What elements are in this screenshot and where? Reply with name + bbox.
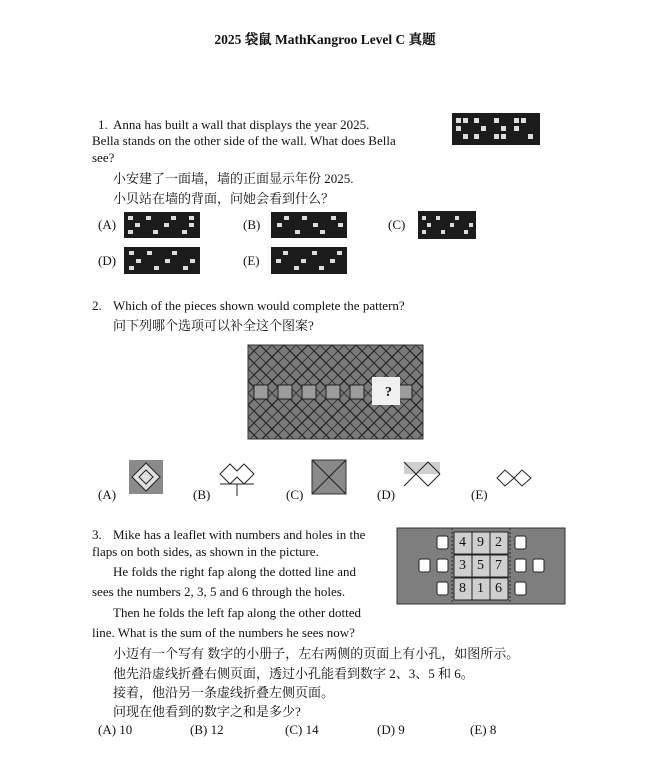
q2-option-b-image[interactable] [220,462,254,496]
q1-en-line2: Bella stands on the other side of the wall. What does Bella [92,133,396,148]
q3-en-line3: He folds the right fap along the dotted line and [113,564,356,579]
q1-option-c-label[interactable]: (C) [388,217,406,232]
q2-option-e-label[interactable]: (E) [471,487,488,502]
q1-wall-image [452,113,540,145]
q3-zh-line2: 他先沿虚线折叠右侧页面，透过小孔能看到数字 2、3、5 和 6。 [113,666,474,681]
q3-en-line5: Then he folds the left fap along the other dotted [113,605,362,620]
q2-option-e-image[interactable] [497,468,531,488]
q3-en-line2: flaps on both sides, as shown in the picture. [92,544,319,559]
q2-option-c-image[interactable] [312,460,346,494]
page-title: 2025 袋鼠 MathKangroo Level C 真题 [214,32,436,47]
q3-option-d[interactable]: (D) 9 [377,722,405,737]
q1-en-line1: Anna has built a wall that displays the year 2025. [113,117,370,132]
q3-en-line1: Mike has a leaflet with numbers and holes in the [113,527,366,542]
q3-grid-cell: 8 [459,581,466,596]
q2-option-d-label[interactable]: (D) [377,487,396,502]
q2-en-line1: Which of the pieces shown would complete the pattern? [113,298,405,313]
q3-grid-cell: 4 [459,535,466,550]
q1-zh-line2: 小贝站在墙的背面，问她会看到什么？ [113,191,335,206]
q1-option-e-image[interactable] [271,247,347,274]
q2-option-d-image[interactable] [404,462,440,488]
q2-option-a-image[interactable] [129,460,163,494]
q1-number: 1. [98,117,108,132]
q3-grid-cell: 1 [477,581,484,596]
q3-option-e[interactable]: (E) 8 [470,722,497,737]
q1-en-line3: see? [92,150,115,165]
q3-zh-line1: 小迈有一个写有 数字的小册子，左右两侧的页面上有小孔，如图所示。 [113,646,520,661]
q1-option-e-label[interactable]: (E) [243,253,260,268]
q3-grid-cell: 2 [495,535,502,550]
q3-zh-line4: 问现在他看到的数字之和是多少? [113,704,301,719]
q3-grid-cell: 3 [459,558,466,573]
q1-option-a-label[interactable]: (A) [98,217,117,232]
q2-zh-line1: 问下列哪个选项可以补全这个图案? [113,318,314,333]
q1-option-b-label[interactable]: (B) [243,217,261,232]
q2-pattern-image [248,345,423,439]
q3-en-line4: sees the numbers 2, 3, 5 and 6 through the holes. [92,584,346,599]
q1-option-d-label[interactable]: (D) [98,253,117,268]
q3-en-line6: line. What is the sum of the numbers he sees now? [92,625,355,640]
q3-grid-cell: 6 [495,581,502,596]
q2-option-c-label[interactable]: (C) [286,487,304,502]
q3-grid-cell: 9 [477,535,484,550]
q1-option-a-image[interactable] [124,212,200,238]
q2-option-a-label[interactable]: (A) [98,487,117,502]
q2-number: 2. [92,298,102,313]
q3-zh-line3: 接着，他沿另一条虚线折叠左侧页面。 [113,685,335,700]
q1-option-b-image[interactable] [271,212,347,238]
q3-option-c[interactable]: (C) 14 [285,722,319,737]
q3-option-b[interactable]: (B) 12 [190,722,224,737]
q3-grid-cell: 7 [495,558,502,573]
q1-zh-line1: 小安建了一面墙，墙的正面显示年份 2025. [113,171,354,186]
q2-question-mark: ? [385,385,392,400]
q1-option-c-image[interactable] [418,211,476,239]
q2-option-b-label[interactable]: (B) [193,487,211,502]
q1-option-d-image[interactable] [124,247,200,274]
q3-option-a[interactable]: (A) 10 [98,722,133,737]
q3-number: 3. [92,527,102,542]
q3-grid-cell: 5 [477,558,484,573]
